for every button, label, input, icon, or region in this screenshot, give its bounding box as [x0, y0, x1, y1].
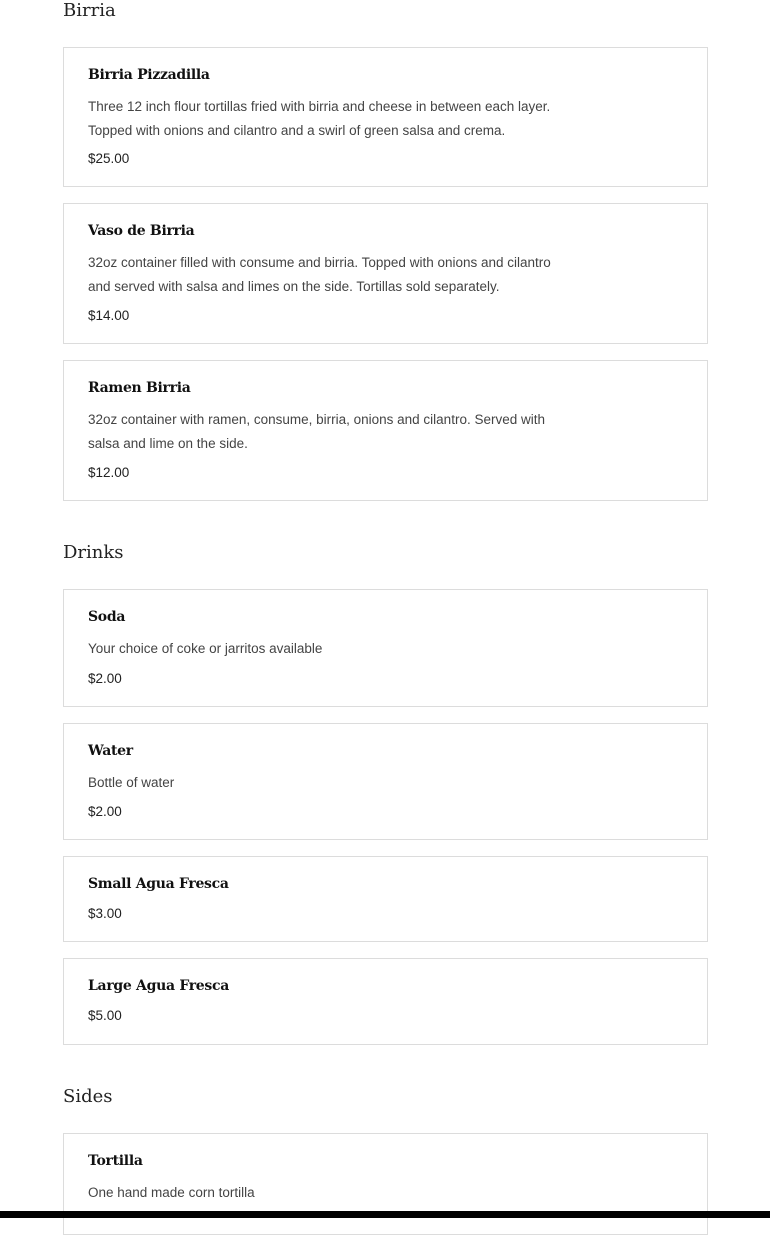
- menu-item-birria-pizzadilla[interactable]: [63, 47, 708, 187]
- item-name: Soda: [88, 609, 126, 625]
- menu-item-tortilla[interactable]: [63, 1133, 708, 1235]
- item-description-line: 32oz container with ramen, consume, birria, onions and cilantro. Served with: [88, 412, 545, 427]
- item-name: Small Agua Fresca: [88, 876, 229, 892]
- item-description: [88, 408, 568, 455]
- item-price: $12.00: [88, 465, 130, 480]
- item-name: Tortilla: [88, 1153, 143, 1169]
- menu-item-vaso-de-birria[interactable]: [63, 203, 708, 344]
- item-description-line: Your choice of coke or jarritos available: [88, 641, 323, 656]
- menu-item-ramen-birria[interactable]: [63, 360, 708, 501]
- item-description-line: Topped with onions and cilantro and a swirl of green salsa and crema.: [88, 122, 506, 138]
- section-title-drinks: Drinks: [63, 542, 124, 563]
- item-price: $5.00: [88, 1008, 122, 1023]
- item-name: Water: [88, 743, 133, 759]
- item-name: Birria Pizzadilla: [88, 67, 210, 83]
- item-description: [88, 1181, 568, 1205]
- item-name: Ramen Birria: [88, 380, 191, 396]
- item-description-line: Bottle of water: [88, 775, 175, 790]
- item-description-line: 32oz container filled with consume and birria. Topped with onions and cilantro: [88, 255, 551, 270]
- item-description: [88, 95, 568, 142]
- item-description-line: Three 12 inch flour tortillas fried with birria and cheese in between each layer.: [88, 99, 551, 114]
- item-price: $25.00: [88, 151, 130, 166]
- item-price: $14.00: [88, 308, 130, 323]
- item-price: $2.00: [88, 671, 122, 686]
- item-name: Large Agua Fresca: [88, 978, 229, 994]
- item-description: [88, 771, 568, 795]
- item-price: $2.00: [88, 804, 122, 819]
- section-title-sides: Sides: [63, 1086, 113, 1107]
- section-title-birria: Birria: [63, 0, 116, 21]
- item-name: Vaso de Birria: [88, 223, 195, 239]
- bottom-bar: [0, 1211, 770, 1218]
- item-description-line: and served with salsa and limes on the side. Tortillas sold separately.: [88, 278, 500, 294]
- item-price: $3.00: [88, 906, 122, 921]
- menu-item-water[interactable]: [63, 723, 708, 840]
- item-description: [88, 251, 568, 298]
- item-description-line: One hand made corn tortilla: [88, 1185, 255, 1200]
- item-description: [88, 637, 568, 661]
- item-description-line: salsa and lime on the side.: [88, 435, 248, 451]
- menu-item-soda[interactable]: [63, 589, 708, 707]
- menu-item-small-agua-fresca[interactable]: [63, 856, 708, 942]
- menu-item-large-agua-fresca[interactable]: [63, 958, 708, 1045]
